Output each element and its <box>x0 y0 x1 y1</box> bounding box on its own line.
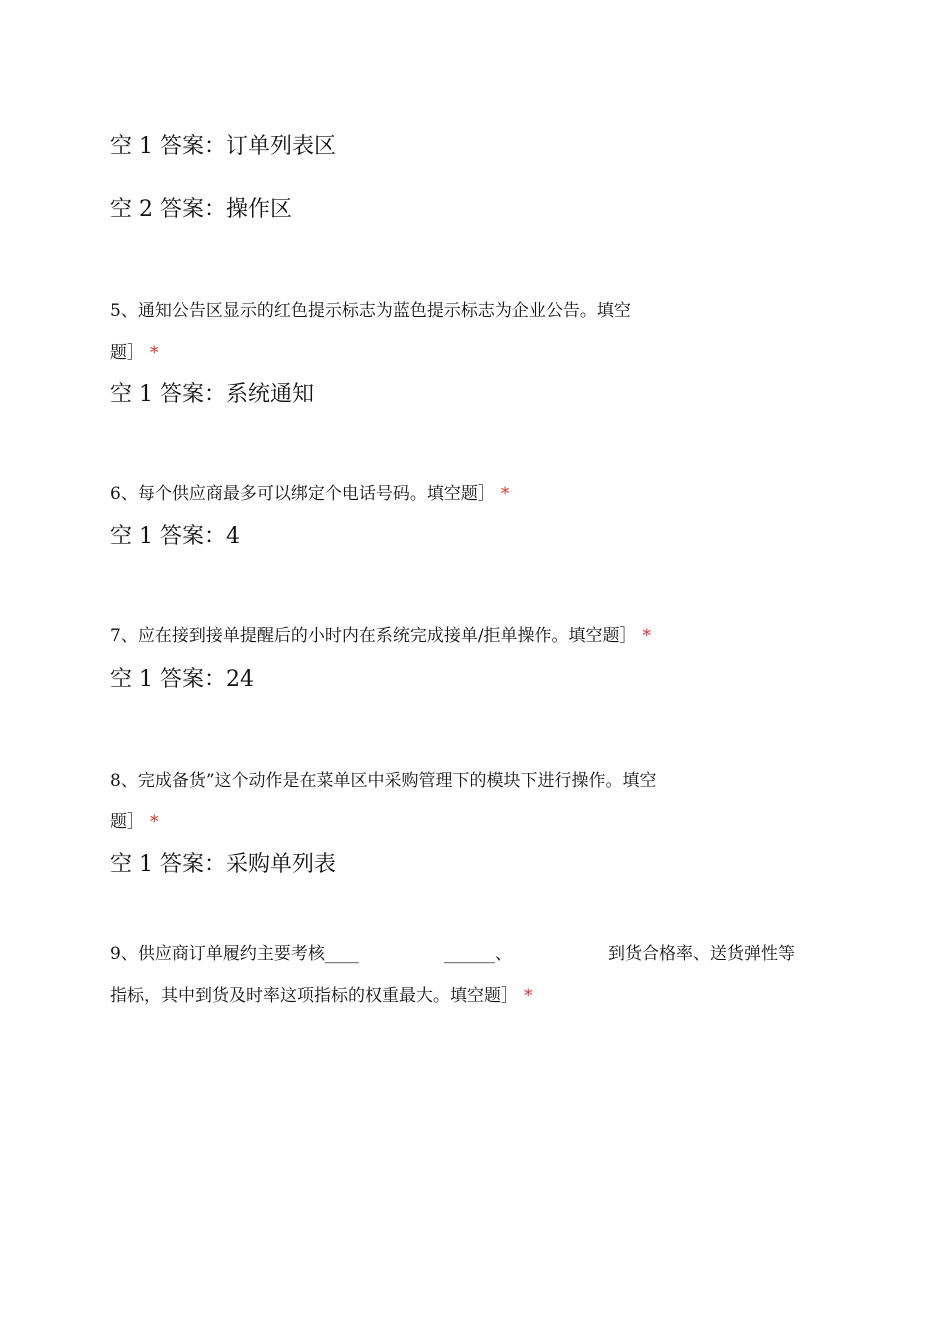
required-marker: * <box>150 343 159 363</box>
question-6-line-1 <box>110 482 509 506</box>
question-9-segment-1: 9、供应商订单履约主要考核____ <box>110 944 359 964</box>
required-marker: * <box>150 812 159 832</box>
question-5-answer: 空 1 答案：系统通知 <box>110 382 314 407</box>
question-7-line-1 <box>110 624 651 648</box>
question-5-line-1: 5、通知公告区显示的红色提示标志为蓝色提示标志为企业公告。填空 <box>110 301 631 321</box>
question-9-line-2-text: 指标，其中到货及时率这项指标的权重最大。填空题］ <box>110 986 518 1006</box>
question-8-line-1: 8、完成备货”这个动作是在菜单区中采购管理下的模块下进行操作。填空 <box>110 771 657 791</box>
question-6-text: 6、每个供应商最多可以绑定个电话号码。填空题］ <box>110 484 495 504</box>
answer-blank-1: 空 1 答案：订单列表区 <box>110 134 336 159</box>
question-8-answer: 空 1 答案：采购单列表 <box>110 852 336 877</box>
question-9-segment-2: ______、 <box>444 944 512 964</box>
question-5-line-2 <box>110 341 159 365</box>
question-9-line-2 <box>110 984 533 1008</box>
answer-blank-2: 空 2 答案：操作区 <box>110 197 292 222</box>
question-8-line-2 <box>110 810 159 834</box>
question-7-answer: 空 1 答案：24 <box>110 667 254 692</box>
question-8-line-2-text: 题］ <box>110 812 144 832</box>
required-marker: * <box>500 484 510 504</box>
question-9-segment-3: 到货合格率、送货弹性等 <box>608 944 795 964</box>
question-6-answer: 空 1 答案：4 <box>110 524 240 549</box>
question-7-text: 7、应在接到接单提醒后的小时内在系统完成接单/拒单操作。填空题］ <box>110 626 637 646</box>
question-5-line-2-text: 题］ <box>110 343 144 363</box>
required-marker: * <box>524 986 533 1006</box>
required-marker: * <box>642 626 652 646</box>
